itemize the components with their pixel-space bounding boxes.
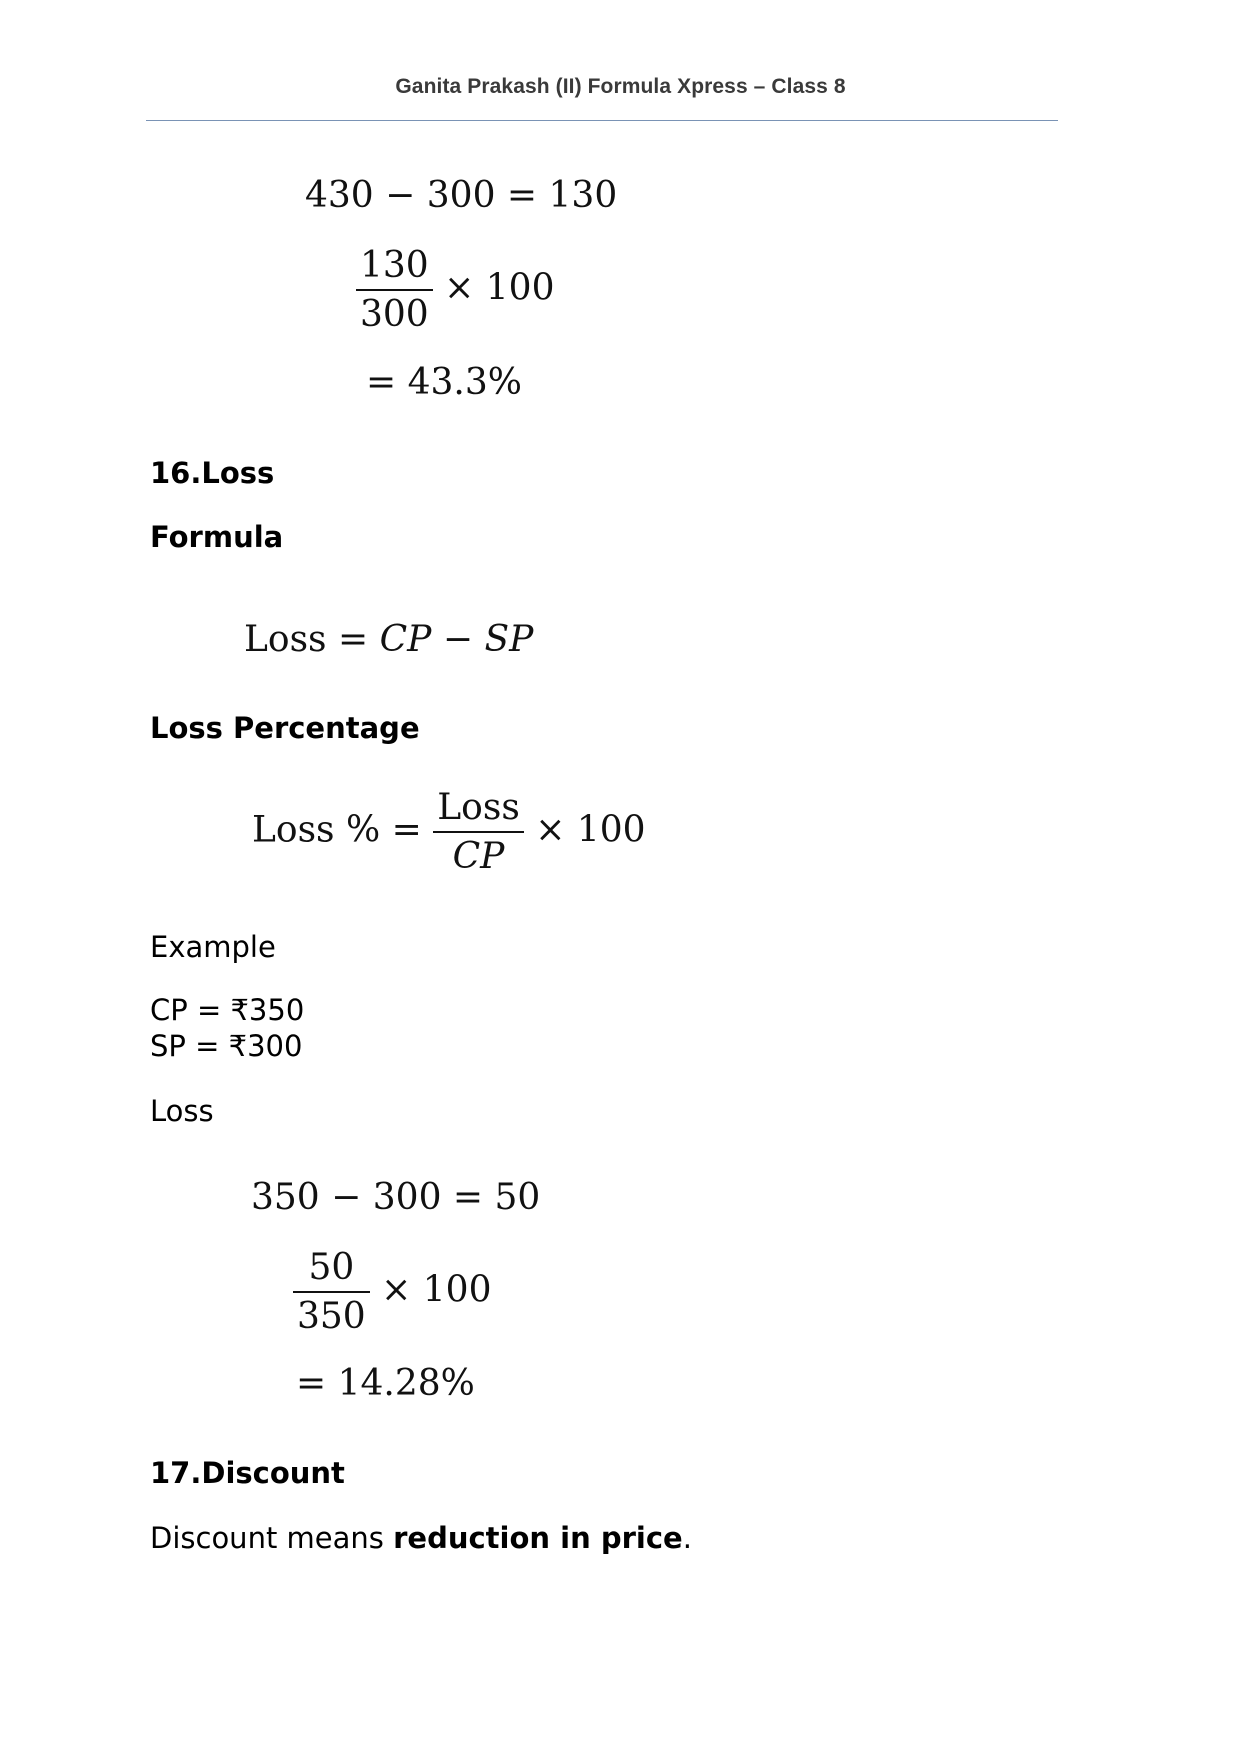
example-label: Example (150, 930, 276, 964)
profit-fraction-numerator: 130 (360, 245, 429, 286)
loss-percent-denominator: CP (433, 831, 524, 875)
loss-fraction (293, 1247, 370, 1337)
loss-fraction-denominator: 350 (293, 1291, 370, 1335)
cp-value-line: CP = ₹350 (150, 993, 305, 1027)
section-heading-discount: 17.Discount (150, 1456, 345, 1490)
loss-percent-fraction (433, 787, 524, 877)
page-header-title: Ganita Prakash (II) Formula Xpress – Class 8 (395, 75, 846, 98)
loss-percentage-formula (252, 787, 646, 877)
loss-formula-minus: − (442, 619, 474, 660)
profit-calc-line: 430 − 300 = 130 (305, 175, 618, 216)
loss-result: = 14.28% (296, 1363, 475, 1404)
loss-percent-numerator: Loss (437, 787, 520, 828)
sp-value-line: SP = ₹300 (150, 1029, 303, 1063)
loss-formula-cp: CP (379, 619, 432, 660)
loss-fraction-numerator: 50 (308, 1247, 355, 1288)
profit-result: = 43.3% (366, 362, 522, 403)
discount-definition (150, 1521, 692, 1555)
loss-calc-line: 350 − 300 = 50 (251, 1177, 541, 1218)
loss-formula (244, 619, 534, 660)
discount-text-bold: reduction in price (393, 1521, 683, 1555)
loss-formula-equals: = (337, 619, 369, 660)
profit-calc-fraction (356, 245, 555, 335)
header-divider (146, 120, 1058, 121)
profit-fraction-denominator: 300 (356, 289, 433, 333)
loss-percent-equals: = (391, 809, 422, 851)
profit-fraction (356, 245, 433, 335)
loss-percentage-label: Loss Percentage (150, 711, 420, 745)
discount-text-prefix: Discount means (150, 1521, 394, 1555)
loss-label: Loss (150, 1094, 214, 1128)
profit-times-100: × 100 (444, 267, 555, 309)
loss-times-100: × 100 (381, 1269, 492, 1311)
loss-percent-lhs: Loss % (252, 809, 381, 851)
loss-formula-sp: SP (484, 619, 534, 660)
formula-label: Formula (150, 520, 284, 554)
section-heading-loss: 16.Loss (150, 456, 275, 490)
discount-text-suffix: . (682, 1521, 692, 1555)
loss-percent-times-100: × 100 (535, 809, 646, 851)
loss-calc-fraction (293, 1247, 492, 1337)
loss-formula-lhs: Loss (244, 619, 327, 660)
